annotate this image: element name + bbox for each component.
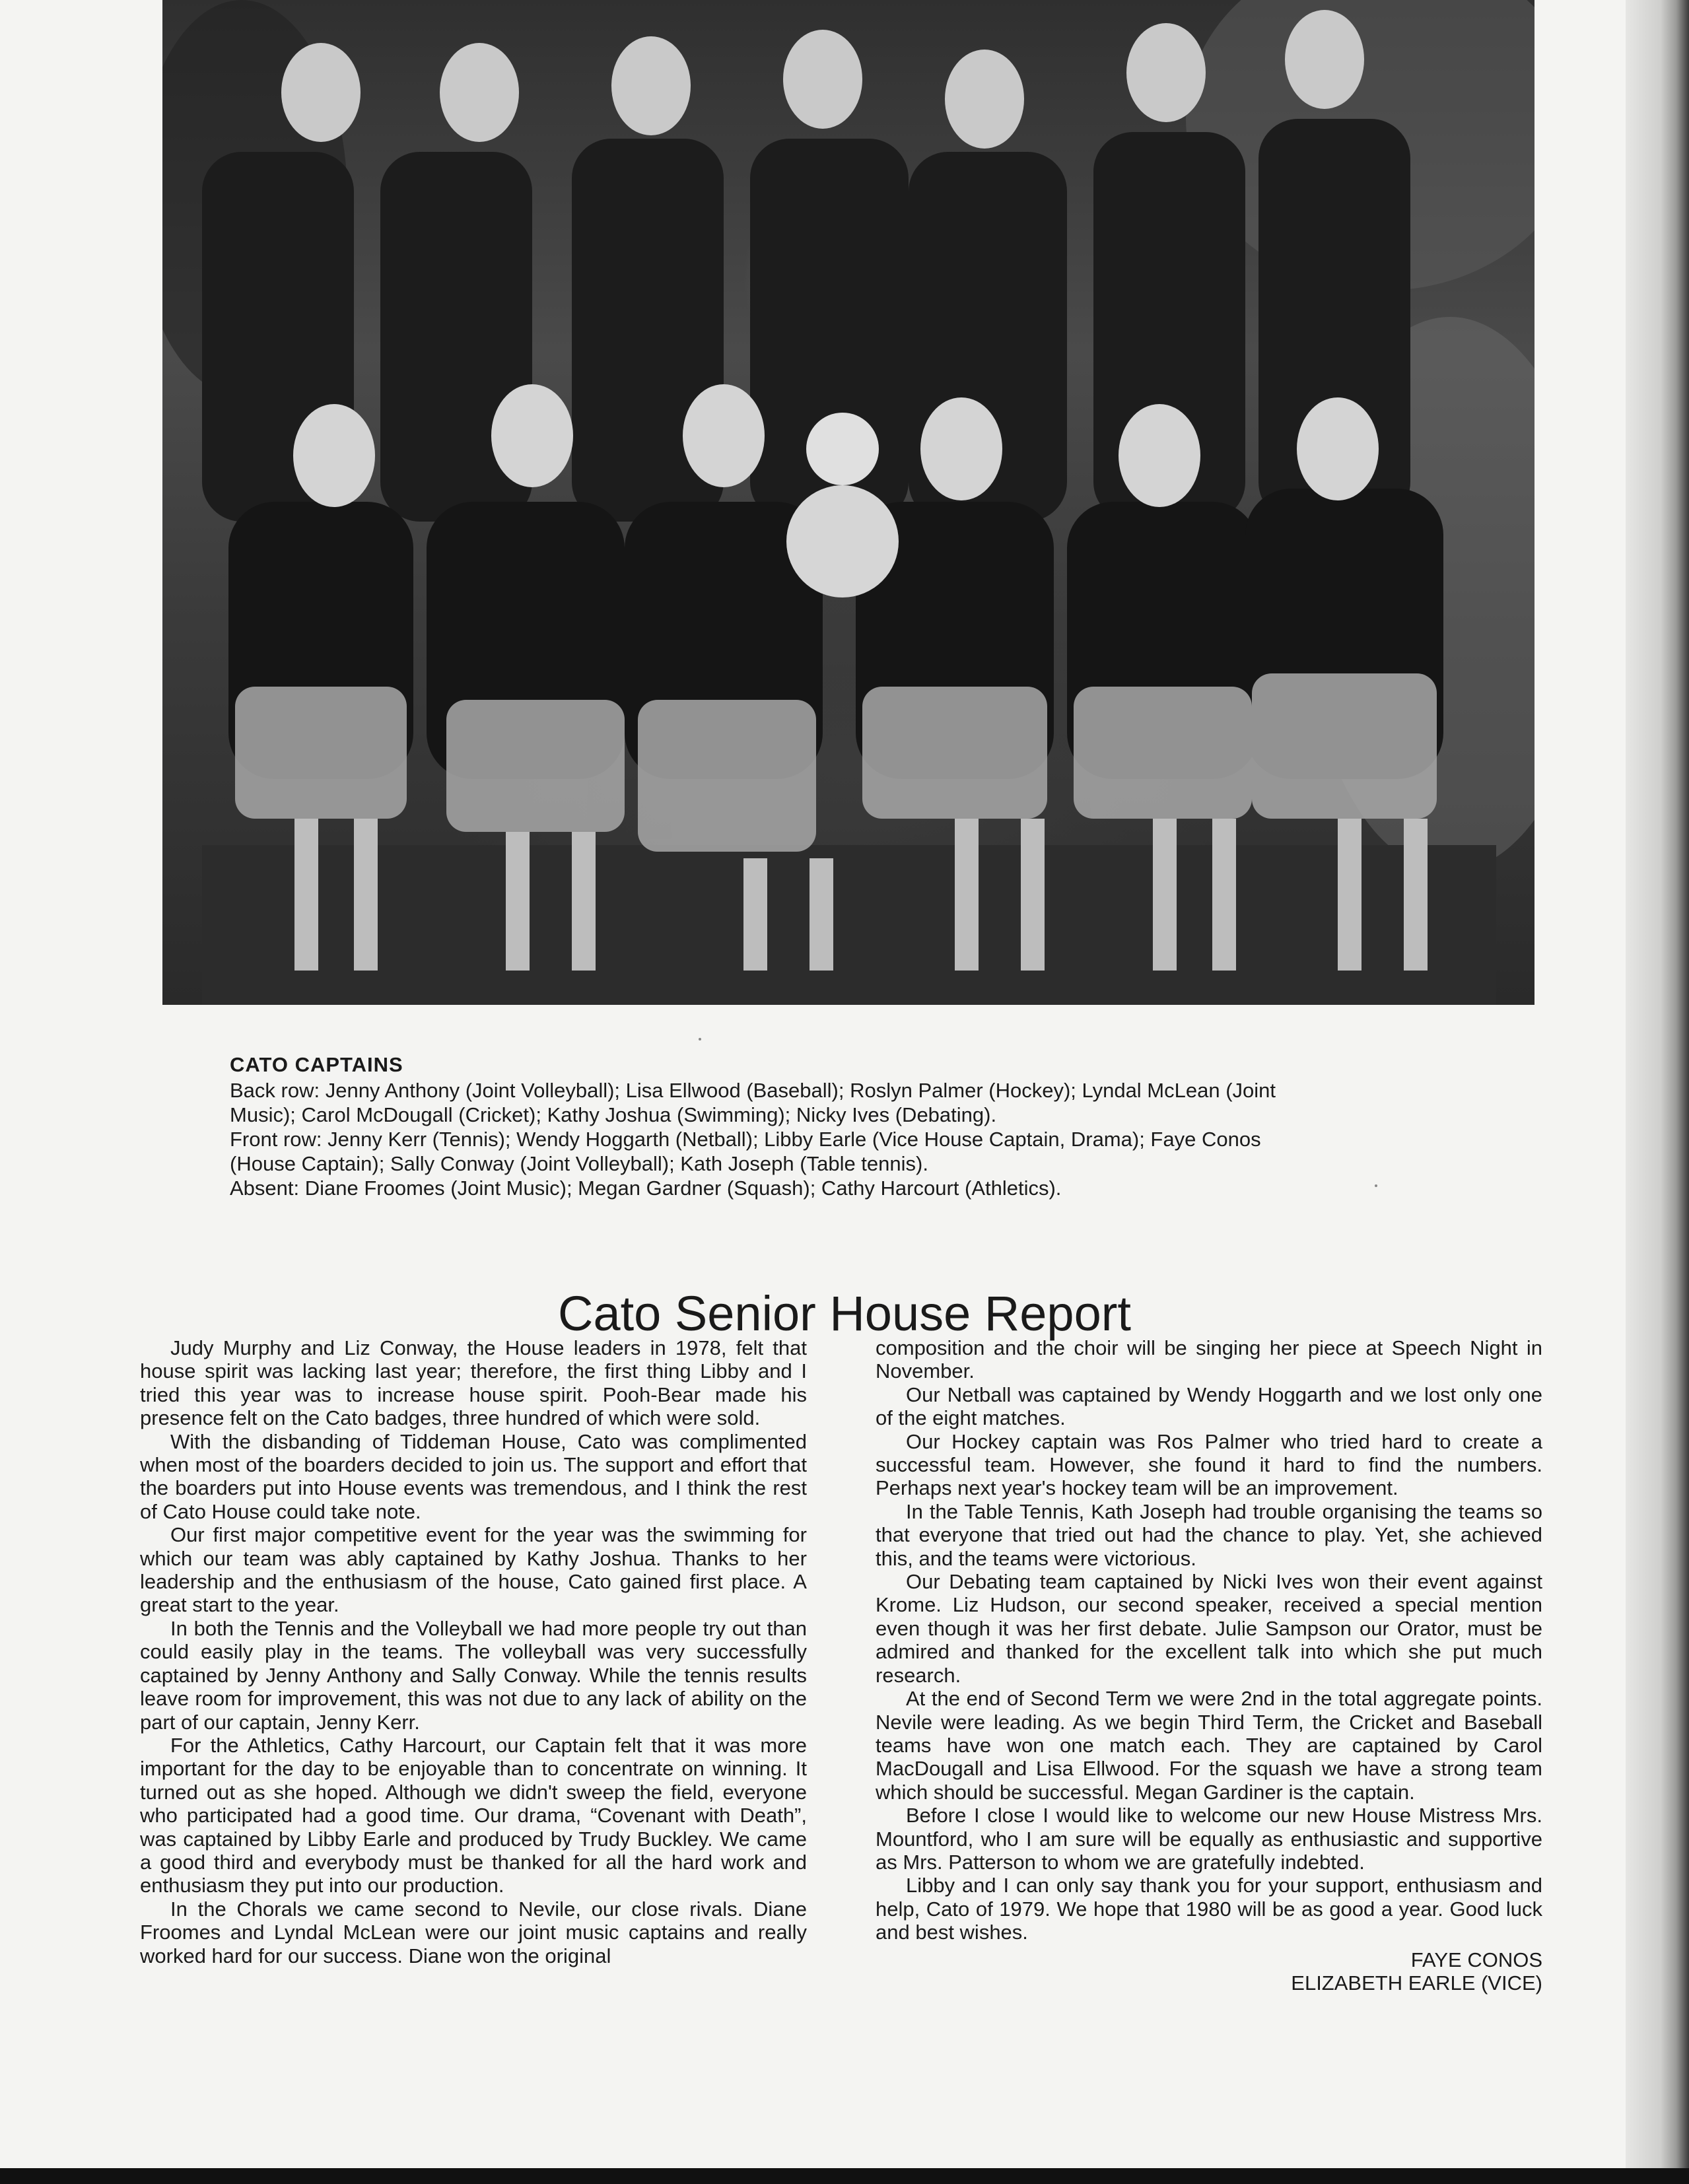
paragraph: Our Debating team captained by Nicki Ives won their event against Krome. Liz Hudson, our second speaker, received a special mention even though it was her first debate. Julie Sampson our Orator, must be admired and thanked for the excellent talk into which she put much research. — [876, 1570, 1542, 1687]
paragraph: Libby and I can only say thank you for your support, enthusiasm and help, Cato of 1979. We hope that 1980 will be as good a year. Good luck and best wishes. — [876, 1874, 1542, 1944]
paragraph: Our Hockey captain was Ros Palmer who tried hard to create a successful team. However, she found it hard to find the numbers. Perhaps next year's hockey team will be an improvement. — [876, 1429, 1542, 1500]
paragraph: For the Athletics, Cathy Harcourt, our Captain felt that it was more important for the day to be enjoyable than to concentrate on winning. It turned out as she hoped. Although we didn't sweep the field, everyone who participated had a good time. Our drama, “Covenant with Death”, was captained by Libby Earle and produced by Trudy Buckley. We came a good third and everybody must be thanked for all the hard work and enthusiasm they put into our production. — [140, 1733, 807, 1897]
print-speck — [699, 1038, 701, 1041]
paragraph: Our first major competitive event for the year was the swimming for which our team was ably captained by Kathy Joshua. Thanks to her leadership and the enthusiasm of the house, Cato gained first place. A great start to the year. — [140, 1523, 807, 1617]
caption-title: CATO CAPTAINS — [230, 1053, 403, 1076]
paragraph: With the disbanding of Tiddeman House, Cato was complimented when most of the boarders decided to join us. The support and effort that the boarders put into House events was tremendous, and I think the rest of Cato House could take note. — [140, 1429, 807, 1523]
paragraph: Judy Murphy and Liz Conway, the House leaders in 1978, felt that house spirit was lacking last year; therefore, the first thing Libby and I tried this year was to increase house spirit. Pooh-Bear made his presence felt on the Cato badges, three hundred of which were sold. — [140, 1336, 807, 1430]
caption-line: Back row: Jenny Anthony (Joint Volleyball); Lisa Ellwood (Baseball); Roslyn Palmer (Hockey); Lyndal McLean (Joint — [230, 1079, 1276, 1102]
caption-line: Music); Carol McDougall (Cricket); Kathy Joshua (Swimming); Nicky Ives (Debating). — [230, 1103, 997, 1126]
group-photo-icon — [162, 0, 1534, 1005]
paragraph: In both the Tennis and the Volleyball we had more people try out than could easily play in the teams. The volleyball was very successfully captained by Jenny Anthony and Sally Conway. While the tennis results leave room for improvement, this was not due to any lack of ability on the part of our captain, Jenny Kerr. — [140, 1616, 807, 1734]
caption-line: (House Captain); Sally Conway (Joint Volleyball); Kath Joseph (Table tennis). — [230, 1152, 928, 1175]
paragraph: composition and the choir will be singing her piece at Speech Night in November. — [876, 1336, 1542, 1383]
caption-line: Front row: Jenny Kerr (Tennis); Wendy Hoggarth (Netball); Libby Earle (Vice House Captain, Drama); Faye Conos — [230, 1128, 1261, 1151]
paragraph: In the Chorals we came second to Nevile, our close rivals. Diane Froomes and Lyndal McLean were our joint music captains and really worked hard for our success. Diane won the original — [140, 1897, 807, 1967]
author-name: ELIZABETH EARLE (VICE) — [1291, 1971, 1542, 1995]
photo-caption — [230, 1052, 1471, 1200]
paragraph: At the end of Second Term we were 2nd in the total aggregate points. Nevile were leading. As we begin Third Term, the Cricket and Baseball teams have won one match each. They are captained by Carol MacDougall and Lisa Ellwood. For the squash we have a strong team which should be successful. Megan Gardiner is the captain. — [876, 1687, 1542, 1804]
scan-edge — [0, 2168, 1689, 2184]
print-speck — [1375, 1184, 1377, 1187]
page-title: Cato Senior House Report — [558, 1285, 1131, 1341]
paragraph: In the Table Tennis, Kath Joseph had trouble organising the teams so that everyone that tried out had the chance to play. Yet, she achieved this, and the teams were victorious. — [876, 1499, 1542, 1570]
signoff — [876, 1948, 1542, 1995]
page-spine-shadow — [1626, 0, 1689, 2184]
author-name: FAYE CONOS — [1410, 1948, 1542, 1971]
article-left-column — [140, 1336, 807, 1967]
paragraph: Our Netball was captained by Wendy Hoggarth and we lost only one of the eight matches. — [876, 1382, 1542, 1430]
group-photo — [162, 0, 1534, 1005]
caption-line: Absent: Diane Froomes (Joint Music); Megan Gardner (Squash); Cathy Harcourt (Athletics). — [230, 1177, 1062, 1200]
article-right-column — [876, 1336, 1542, 1995]
paragraph: Before I close I would like to welcome our new House Mistress Mrs. Mountford, who I am sure will be equally as enthusiastic and supportive as Mrs. Patterson to whom we are gratefully indebted. — [876, 1804, 1542, 1874]
